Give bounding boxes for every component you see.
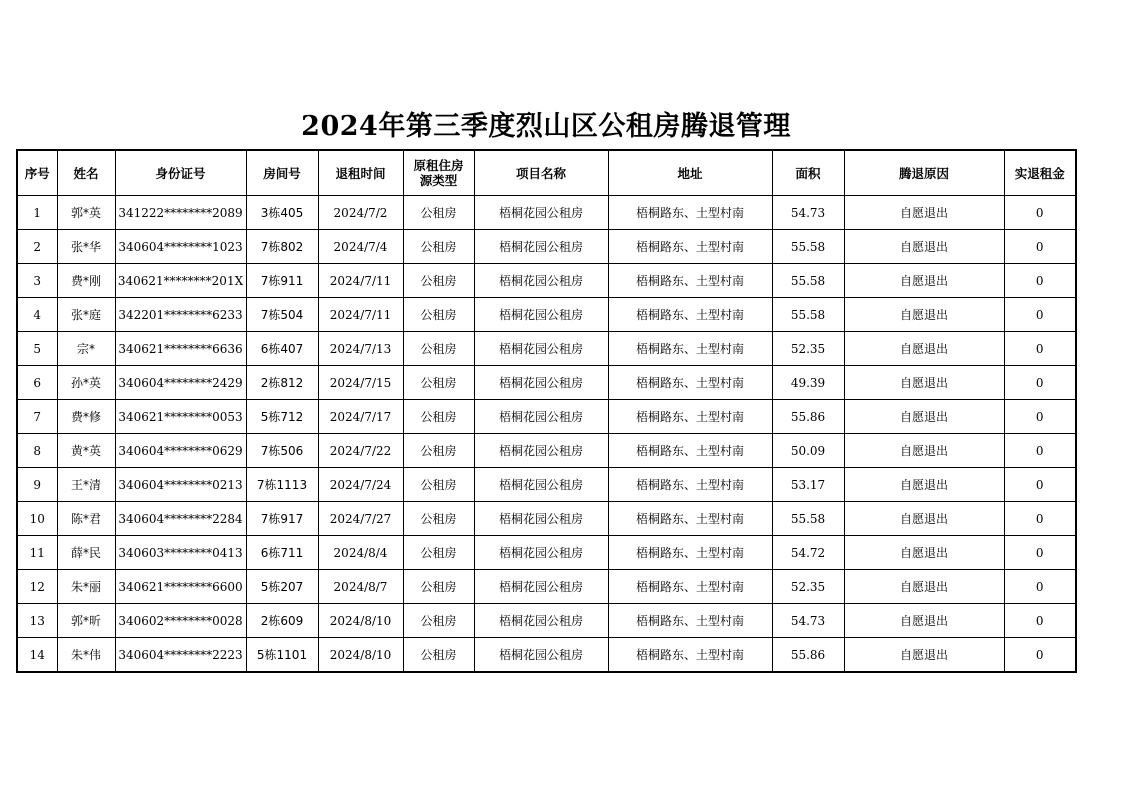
table-row (17, 536, 1076, 570)
cell-room: 5栋712 (246, 400, 318, 434)
cell-project-name: 梧桐花园公租房 (474, 298, 608, 332)
cell-index: 7 (17, 400, 57, 434)
cell-area: 55.58 (772, 264, 844, 298)
cell-exit-date: 2024/7/13 (318, 332, 403, 366)
cell-housing-type: 公租房 (403, 230, 474, 264)
cell-exit-reason: 自愿退出 (844, 570, 1004, 604)
cell-refund-rent: 0 (1004, 502, 1076, 536)
cell-address: 梧桐路东、土型村南 (608, 196, 772, 230)
cell-name: 张*庭 (57, 298, 115, 332)
cell-area: 55.58 (772, 230, 844, 264)
cell-id-number: 340604********1023 (115, 230, 246, 264)
cell-id-number: 340621********0053 (115, 400, 246, 434)
cell-id-number: 340621********6600 (115, 570, 246, 604)
cell-room: 6栋407 (246, 332, 318, 366)
table-row (17, 604, 1076, 638)
cell-housing-type: 公租房 (403, 196, 474, 230)
cell-exit-reason: 自愿退出 (844, 230, 1004, 264)
cell-refund-rent: 0 (1004, 468, 1076, 502)
header-room: 房间号 (246, 150, 318, 196)
cell-address: 梧桐路东、土型村南 (608, 570, 772, 604)
cell-address: 梧桐路东、土型村南 (608, 468, 772, 502)
cell-housing-type: 公租房 (403, 332, 474, 366)
cell-exit-reason: 自愿退出 (844, 196, 1004, 230)
cell-name: 王*清 (57, 468, 115, 502)
cell-id-number: 340604********0213 (115, 468, 246, 502)
cell-room: 7栋1113 (246, 468, 318, 502)
cell-index: 1 (17, 196, 57, 230)
cell-id-number: 341222********2089 (115, 196, 246, 230)
cell-address: 梧桐路东、土型村南 (608, 230, 772, 264)
cell-room: 6栋711 (246, 536, 318, 570)
header-id-number: 身份证号 (115, 150, 246, 196)
cell-exit-reason: 自愿退出 (844, 638, 1004, 673)
cell-id-number: 340602********0028 (115, 604, 246, 638)
cell-area: 55.58 (772, 298, 844, 332)
table-row (17, 502, 1076, 536)
header-exit-reason: 腾退原因 (844, 150, 1004, 196)
cell-exit-reason: 自愿退出 (844, 298, 1004, 332)
cell-exit-reason: 自愿退出 (844, 400, 1004, 434)
cell-exit-reason: 自愿退出 (844, 536, 1004, 570)
cell-project-name: 梧桐花园公租房 (474, 536, 608, 570)
cell-id-number: 342201********6233 (115, 298, 246, 332)
cell-room: 5栋1101 (246, 638, 318, 673)
cell-exit-date: 2024/7/27 (318, 502, 403, 536)
cell-exit-reason: 自愿退出 (844, 366, 1004, 400)
cell-exit-date: 2024/7/22 (318, 434, 403, 468)
cell-exit-date: 2024/7/24 (318, 468, 403, 502)
cell-housing-type: 公租房 (403, 536, 474, 570)
cell-exit-date: 2024/7/17 (318, 400, 403, 434)
cell-project-name: 梧桐花园公租房 (474, 502, 608, 536)
cell-project-name: 梧桐花园公租房 (474, 366, 608, 400)
cell-index: 2 (17, 230, 57, 264)
table-row (17, 366, 1076, 400)
cell-housing-type: 公租房 (403, 638, 474, 673)
cell-exit-reason: 自愿退出 (844, 332, 1004, 366)
cell-exit-reason: 自愿退出 (844, 434, 1004, 468)
cell-room: 2栋609 (246, 604, 318, 638)
cell-project-name: 梧桐花园公租房 (474, 468, 608, 502)
cell-address: 梧桐路东、土型村南 (608, 332, 772, 366)
cell-project-name: 梧桐花园公租房 (474, 230, 608, 264)
cell-address: 梧桐路东、土型村南 (608, 638, 772, 673)
cell-refund-rent: 0 (1004, 570, 1076, 604)
cell-name: 陈*君 (57, 502, 115, 536)
cell-exit-date: 2024/7/11 (318, 298, 403, 332)
table-row (17, 468, 1076, 502)
cell-area: 52.35 (772, 332, 844, 366)
cell-room: 7栋917 (246, 502, 318, 536)
header-address: 地址 (608, 150, 772, 196)
cell-refund-rent: 0 (1004, 230, 1076, 264)
cell-refund-rent: 0 (1004, 196, 1076, 230)
cell-exit-date: 2024/7/2 (318, 196, 403, 230)
cell-name: 张*华 (57, 230, 115, 264)
cell-index: 12 (17, 570, 57, 604)
cell-address: 梧桐路东、土型村南 (608, 264, 772, 298)
cell-refund-rent: 0 (1004, 400, 1076, 434)
cell-room: 2栋812 (246, 366, 318, 400)
cell-exit-date: 2024/8/10 (318, 638, 403, 673)
cell-housing-type: 公租房 (403, 264, 474, 298)
cell-index: 8 (17, 434, 57, 468)
cell-housing-type: 公租房 (403, 604, 474, 638)
cell-name: 费*修 (57, 400, 115, 434)
cell-project-name: 梧桐花园公租房 (474, 604, 608, 638)
table-header-row (17, 150, 1076, 196)
cell-housing-type: 公租房 (403, 570, 474, 604)
cell-project-name: 梧桐花园公租房 (474, 434, 608, 468)
cell-index: 5 (17, 332, 57, 366)
cell-area: 54.72 (772, 536, 844, 570)
cell-name: 郭*昕 (57, 604, 115, 638)
cell-refund-rent: 0 (1004, 604, 1076, 638)
cell-housing-type: 公租房 (403, 366, 474, 400)
cell-housing-type: 公租房 (403, 502, 474, 536)
cell-room: 7栋911 (246, 264, 318, 298)
header-area: 面积 (772, 150, 844, 196)
cell-refund-rent: 0 (1004, 298, 1076, 332)
cell-refund-rent: 0 (1004, 536, 1076, 570)
cell-exit-date: 2024/8/4 (318, 536, 403, 570)
cell-project-name: 梧桐花园公租房 (474, 332, 608, 366)
cell-area: 49.39 (772, 366, 844, 400)
cell-address: 梧桐路东、土型村南 (608, 366, 772, 400)
cell-room: 3栋405 (246, 196, 318, 230)
cell-name: 朱*丽 (57, 570, 115, 604)
table-body (17, 196, 1076, 673)
cell-index: 3 (17, 264, 57, 298)
table-row (17, 434, 1076, 468)
table-row (17, 196, 1076, 230)
cell-name: 孙*英 (57, 366, 115, 400)
cell-exit-reason: 自愿退出 (844, 502, 1004, 536)
cell-address: 梧桐路东、土型村南 (608, 400, 772, 434)
cell-exit-date: 2024/7/4 (318, 230, 403, 264)
table-row (17, 298, 1076, 332)
cell-name: 宗* (57, 332, 115, 366)
cell-id-number: 340604********2284 (115, 502, 246, 536)
cell-area: 55.58 (772, 502, 844, 536)
cell-name: 郭*英 (57, 196, 115, 230)
cell-area: 55.86 (772, 638, 844, 673)
cell-area: 50.09 (772, 434, 844, 468)
header-project-name: 项目名称 (474, 150, 608, 196)
cell-id-number: 340621********6636 (115, 332, 246, 366)
cell-id-number: 340604********2429 (115, 366, 246, 400)
cell-exit-date: 2024/7/11 (318, 264, 403, 298)
table-row (17, 332, 1076, 366)
cell-index: 14 (17, 638, 57, 673)
cell-refund-rent: 0 (1004, 264, 1076, 298)
cell-exit-reason: 自愿退出 (844, 468, 1004, 502)
cell-exit-date: 2024/8/7 (318, 570, 403, 604)
cell-room: 5栋207 (246, 570, 318, 604)
cell-index: 9 (17, 468, 57, 502)
cell-project-name: 梧桐花园公租房 (474, 638, 608, 673)
cell-name: 费*刚 (57, 264, 115, 298)
cell-address: 梧桐路东、土型村南 (608, 604, 772, 638)
cell-housing-type: 公租房 (403, 468, 474, 502)
cell-refund-rent: 0 (1004, 332, 1076, 366)
cell-exit-reason: 自愿退出 (844, 264, 1004, 298)
cell-room: 7栋506 (246, 434, 318, 468)
cell-area: 54.73 (772, 604, 844, 638)
cell-area: 53.17 (772, 468, 844, 502)
cell-index: 4 (17, 298, 57, 332)
cell-id-number: 340604********2223 (115, 638, 246, 673)
cell-project-name: 梧桐花园公租房 (474, 196, 608, 230)
cell-exit-date: 2024/7/15 (318, 366, 403, 400)
table-row (17, 638, 1076, 673)
cell-housing-type: 公租房 (403, 434, 474, 468)
rental-exit-table (16, 149, 1077, 673)
table-row (17, 230, 1076, 264)
cell-housing-type: 公租房 (403, 298, 474, 332)
table-row (17, 570, 1076, 604)
cell-id-number: 340603********0413 (115, 536, 246, 570)
cell-exit-reason: 自愿退出 (844, 604, 1004, 638)
cell-refund-rent: 0 (1004, 366, 1076, 400)
cell-refund-rent: 0 (1004, 434, 1076, 468)
cell-refund-rent: 0 (1004, 638, 1076, 673)
cell-area: 52.35 (772, 570, 844, 604)
cell-id-number: 340604********0629 (115, 434, 246, 468)
cell-address: 梧桐路东、土型村南 (608, 298, 772, 332)
cell-index: 6 (17, 366, 57, 400)
cell-housing-type: 公租房 (403, 400, 474, 434)
header-index: 序号 (17, 150, 57, 196)
cell-address: 梧桐路东、土型村南 (608, 502, 772, 536)
cell-name: 朱*伟 (57, 638, 115, 673)
cell-address: 梧桐路东、土型村南 (608, 434, 772, 468)
table-row (17, 264, 1076, 298)
cell-name: 薛*民 (57, 536, 115, 570)
cell-project-name: 梧桐花园公租房 (474, 264, 608, 298)
cell-area: 54.73 (772, 196, 844, 230)
cell-name: 黄*英 (57, 434, 115, 468)
cell-index: 10 (17, 502, 57, 536)
table-row (17, 400, 1076, 434)
cell-area: 55.86 (772, 400, 844, 434)
cell-room: 7栋504 (246, 298, 318, 332)
header-name: 姓名 (57, 150, 115, 196)
cell-project-name: 梧桐花园公租房 (474, 570, 608, 604)
document-title: 2024年第三季度烈山区公租房腾退管理 (301, 111, 791, 142)
header-housing-type: 原租住房源类型 (403, 150, 474, 196)
cell-exit-date: 2024/8/10 (318, 604, 403, 638)
cell-index: 13 (17, 604, 57, 638)
cell-project-name: 梧桐花园公租房 (474, 400, 608, 434)
cell-room: 7栋802 (246, 230, 318, 264)
cell-index: 11 (17, 536, 57, 570)
cell-address: 梧桐路东、土型村南 (608, 536, 772, 570)
header-refund-rent: 实退租金 (1004, 150, 1076, 196)
header-exit-date: 退租时间 (318, 150, 403, 196)
cell-id-number: 340621********201X (115, 264, 246, 298)
